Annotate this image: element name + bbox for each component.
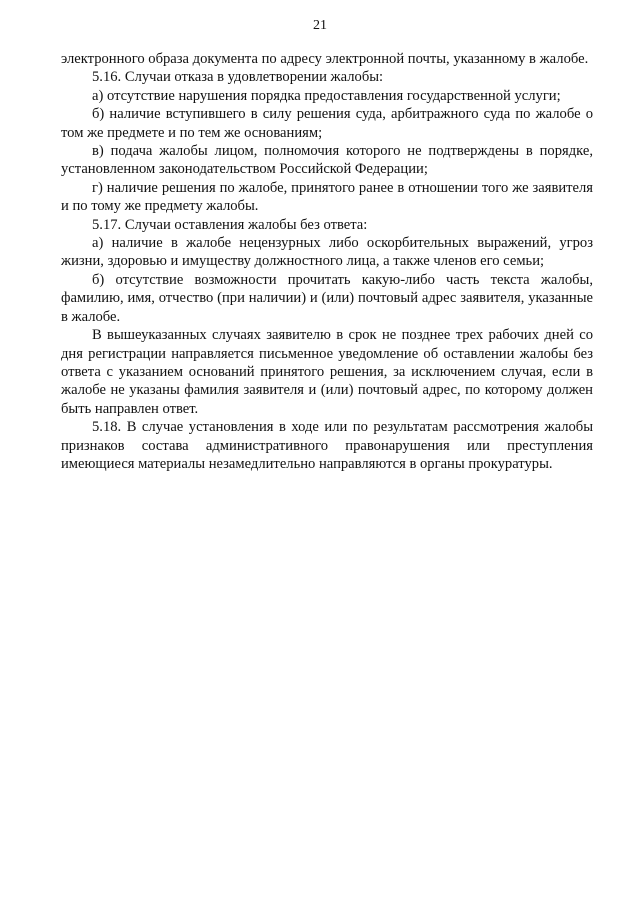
section-5-17-heading: 5.17. Случаи оставления жалобы без ответа: <box>92 216 368 233</box>
section-5-16-item-a: а) отсутствие нарушения порядка предоставления государственной услуги; <box>92 87 561 104</box>
section-5-17-notice-paragraph: В вышеуказанных случаях заявителю в срок не позднее трех рабочих дней со дня регистрации направляется письменное уведомление об оставлении жалобы без ответа с указанием оснований принятого решения, за исключением случая, если в жалобе не указаны фамилия заявителя и (или) почтовый адрес, по которому должен быть направлен ответ. <box>61 327 593 417</box>
section-5-17-item-a: а) наличие в жалобе нецензурных либо оскорбительных выражений, угроз жизни, здоровью и имуществу должностного лица, а также членов его семьи; <box>61 235 593 270</box>
section-5-16-heading: 5.16. Случаи отказа в удовлетворении жалобы: <box>92 69 384 86</box>
paragraph-continuation: электронного образа документа по адресу электронной почты, указанному в жалобе. <box>61 51 589 67</box>
section-5-16-item-g: г) наличие решения по жалобе, принятого ранее в отношении того же заявителя и по тому же предмету жалобы. <box>61 179 593 215</box>
section-5-16-item-b: б) наличие вступившего в силу решения суда, арбитражного суда по жалобе о том же предмете и по тем же основаниям; <box>61 106 593 141</box>
section-5-17-item-b: б) отсутствие возможности прочитать какую-либо часть текста жалобы, фамилию, имя, отчество (при наличии) и (или) почтовый адрес заявителя, указанные в жалобе. <box>61 271 593 325</box>
section-5-18-paragraph: 5.18. В случае установления в ходе или по результатам рассмотрения жалобы признаков состава административного правонарушения или преступления имеющиеся материалы незамедлительно направляются в органы прокуратуры. <box>61 419 593 472</box>
section-5-16-item-v: в) подача жалобы лицом, полномочия которого не подтверждены в порядке, установленном законодательством Российской Федерации; <box>61 143 593 178</box>
page-number: 21 <box>313 18 327 33</box>
document-body <box>61 50 593 473</box>
